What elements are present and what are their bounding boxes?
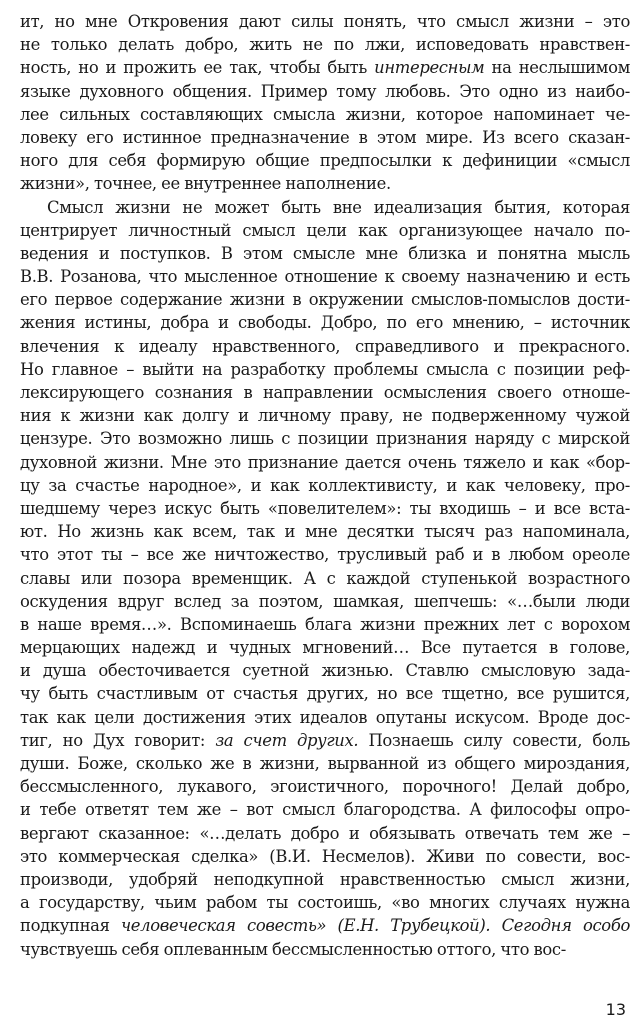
text-line: и тебе ответят тем же – вот смысл благородства. А философы опро- <box>20 800 630 820</box>
text-line: производи, удобряй неподкупной нравственностью смысл жизни, <box>20 869 630 889</box>
italic-phrase: человеческая совесть» (Е.Н. Трубецкой). Сегодня особо <box>109 916 630 936</box>
text-line: не только делать добро, жить не по лжи, исповедовать нравствен- <box>20 35 630 55</box>
page-body <box>20 10 630 961</box>
text-line: ит, но мне Откровения дают силы понять, что смысл жизни – это <box>20 12 630 31</box>
page-number: 13 <box>605 1000 626 1019</box>
italic-phrase: интересным <box>374 58 485 78</box>
text-line: чувствуешь себя оплеванным бессмысленностью оттого, что вос- <box>20 939 566 959</box>
text-line: ного для себя формирую общие предпосылки к дефиниции «смысл <box>20 151 630 171</box>
text-line: языке духовного общения. Пример тому любовь. Это одно из наибо- <box>20 81 630 101</box>
text-line: мерцающих надежд и чудных мгновений… Все путается в голове, <box>20 638 630 658</box>
text-line: ния к жизни как долгу и личному праву, не подверженному чужой <box>20 406 630 426</box>
text-line: чу быть счастливым от счастья других, но все тщетно, все рушится, <box>20 684 630 704</box>
text-line: влечения к идеалу нравственного, справедливого и прекрасного. <box>20 336 630 356</box>
text-line: это коммерческая сделка» (В.И. Несмелов). Живи по совести, вос- <box>20 846 630 866</box>
text-line: ведения и поступков. В этом смысле мне близка и понятна мысль <box>20 243 630 263</box>
text-line: шедшему через искус быть «повелителем»: ты входишь – и все вста- <box>20 498 630 518</box>
text-run: тиг, но Дух говорит: <box>20 730 216 750</box>
italic-phrase: за счет других. <box>215 730 359 750</box>
text-line: Смысл жизни не может быть вне идеализация бытия, которая <box>47 197 630 217</box>
text-line: цензуре. Это возможно лишь с позиции признания наряду с мирской <box>20 429 630 449</box>
text-line: что этот ты – все же ничтожество, трусливый раб и в любом ореоле <box>20 545 630 565</box>
text-line: ют. Но жизнь как всем, так и мне десятки тысяч раз напоминала, <box>20 522 630 542</box>
text-line <box>20 729 630 752</box>
text-line: жения истины, добра и свободы. Добро, по его мнению, – источник <box>20 313 630 333</box>
text-line: лексирующего сознания в направлении осмысления своего отноше- <box>20 383 630 402</box>
text-run: ность, но и прожить ее так, чтобы быть <box>20 58 375 78</box>
text-line: оскудения вдруг вслед за поэтом, шамкая, шепчешь: «…были люди <box>20 591 630 611</box>
text-line: в наше время…». Вспоминаешь блага жизни прежних лет с ворохом <box>20 614 630 634</box>
text-line: и душа обесточивается суетной жизнью. Ставлю смысловую зада- <box>20 661 630 681</box>
text-line: лее сильных составляющих смысла жизни, которое напоминает че- <box>20 104 630 124</box>
text-run: на неслышимом <box>484 58 630 78</box>
text-line: жизни», точнее, ее внутреннее наполнение. <box>20 174 391 194</box>
text-run: Познаешь силу совести, боль <box>358 730 630 750</box>
text-line: его первое содержание жизни в окружении смыслов-помыслов дости- <box>20 290 630 310</box>
text-line: центрирует личностный смысл цели как организующее начало по- <box>20 220 630 240</box>
text-line: бессмысленного, лукавого, эгоистичного, порочного! Делай добро, <box>20 777 630 797</box>
text-run: подкупная <box>20 916 110 936</box>
text-line <box>20 56 630 79</box>
paragraph-1 <box>20 10 630 196</box>
text-line: ловеку его истинное предназначение в этом мире. Из всего сказан- <box>20 127 630 147</box>
text-line: В.В. Розанова, что мысленное отношение к своему назначению и есть <box>20 267 630 287</box>
text-line <box>20 914 630 937</box>
text-line: души. Боже, сколько же в жизни, вырванной из общего мироздания, <box>20 754 630 773</box>
paragraph-2 <box>20 196 630 961</box>
text-line: славы или позора временщик. А с каждой ступенькой возрастного <box>20 568 630 588</box>
text-line: вергают сказанное: «…делать добро и обязывать отвечать тем же – <box>20 823 630 843</box>
text-line: а государству, чьим рабом ты состоишь, «во многих случаях нужна <box>20 893 630 913</box>
text-line: цу за счастье народное», и как коллективисту, и как человеку, про- <box>20 475 630 495</box>
text-line: так как цели достижения этих идеалов опутаны искусом. Вроде дос- <box>20 707 630 727</box>
text-line: Но главное – выйти на разработку проблемы смысла с позиции реф- <box>20 359 630 379</box>
text-line: духовной жизни. Мне это признание дается очень тяжело и как «бор- <box>20 452 630 472</box>
